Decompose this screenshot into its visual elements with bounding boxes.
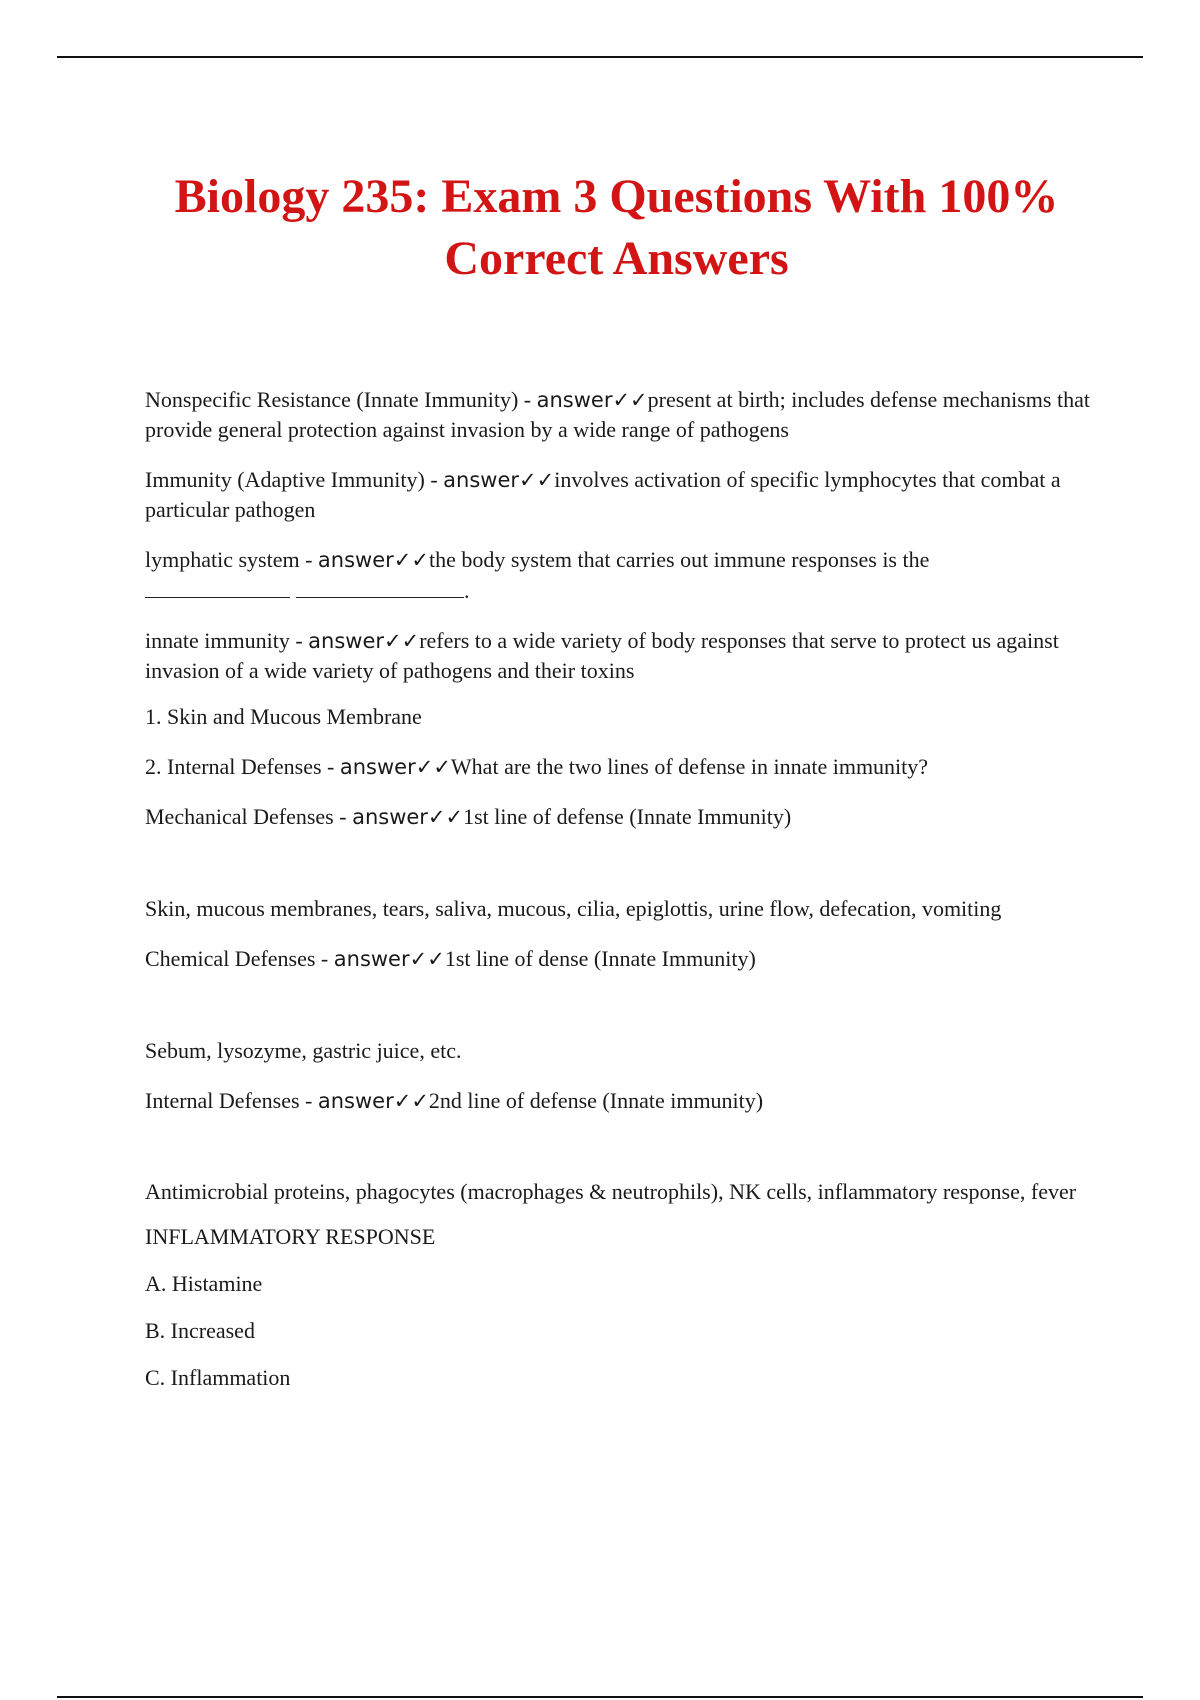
document-title: Biology 235: Exam 3 Questions With 100% Correct Answers [174, 170, 1059, 285]
qa-entry [145, 626, 1095, 686]
bottom-rule [57, 1696, 1143, 1698]
plain-line: Skin, mucous membranes, tears, saliva, mucous, cilia, epiglottis, urine flow, defecation, vomiting [145, 896, 1002, 921]
qa-entry [145, 465, 1095, 525]
plain-line: Antimicrobial proteins, phagocytes (macrophages & neutrophils), NK cells, inflammatory response, fever [145, 1179, 1077, 1204]
list-item: C. Inflammation [145, 1365, 291, 1390]
section-heading: INFLAMMATORY RESPONSE [145, 1224, 436, 1249]
entry-answer: refers to a wide variety of body responses that serve to protect us against invasion of a wide variety of pathogens and their toxins [145, 628, 1059, 683]
answer-marker: answer✓✓ [317, 1089, 429, 1113]
entry-answer: What are the two lines of defense in innate immunity? [450, 754, 929, 779]
entry-term: Internal Defenses - [145, 1088, 318, 1113]
entry-term: Nonspecific Resistance (Innate Immunity) - [145, 387, 537, 412]
plain-line: Sebum, lysozyme, gastric juice, etc. [145, 1038, 462, 1063]
qa-entry [145, 385, 1095, 445]
entry-term: 2. Internal Defenses - [145, 754, 340, 779]
fill-in-blank [296, 575, 464, 598]
qa-entry [145, 752, 1095, 782]
list-item: B. Increased [145, 1318, 255, 1343]
entry-answer: involves activation of specific lymphocytes that combat a particular pathogen [145, 467, 1061, 522]
entry-term: Immunity (Adaptive Immunity) - [145, 467, 444, 492]
blank-suffix: . [464, 578, 470, 603]
answer-marker: answer✓✓ [308, 629, 420, 653]
answer-marker: answer✓✓ [333, 947, 445, 971]
entry-answer: present at birth; includes defense mechanisms that provide general protection against invasion by a wide range of pathogens [145, 387, 1090, 442]
qa-entry [145, 944, 1095, 974]
qa-entry [145, 802, 1095, 832]
entry-term: Chemical Defenses - [145, 946, 334, 971]
qa-entry [145, 545, 1095, 606]
entry-term: lymphatic system - [145, 547, 318, 572]
answer-marker: answer✓✓ [339, 755, 451, 779]
answer-marker: answer✓✓ [352, 805, 464, 829]
entry-answer: 2nd line of defense (Innate immunity) [428, 1088, 764, 1113]
entry-term: innate immunity - [145, 628, 309, 653]
answer-marker: answer✓✓ [536, 388, 648, 412]
top-rule [57, 56, 1143, 58]
entry-answer: 1st line of dense (Innate Immunity) [444, 946, 756, 971]
list-item: A. Histamine [145, 1271, 263, 1296]
entry-term: Mechanical Defenses - [145, 804, 353, 829]
document-body [145, 385, 1095, 1410]
fill-in-blank [145, 575, 290, 598]
entry-answer: 1st line of defense (Innate Immunity) [463, 804, 792, 829]
answer-marker: answer✓✓ [443, 468, 555, 492]
entry-answer: the body system that carries out immune responses is the [428, 547, 930, 572]
plain-line: 1. Skin and Mucous Membrane [145, 704, 422, 729]
qa-entry [145, 1086, 1095, 1116]
answer-marker: answer✓✓ [317, 548, 429, 572]
